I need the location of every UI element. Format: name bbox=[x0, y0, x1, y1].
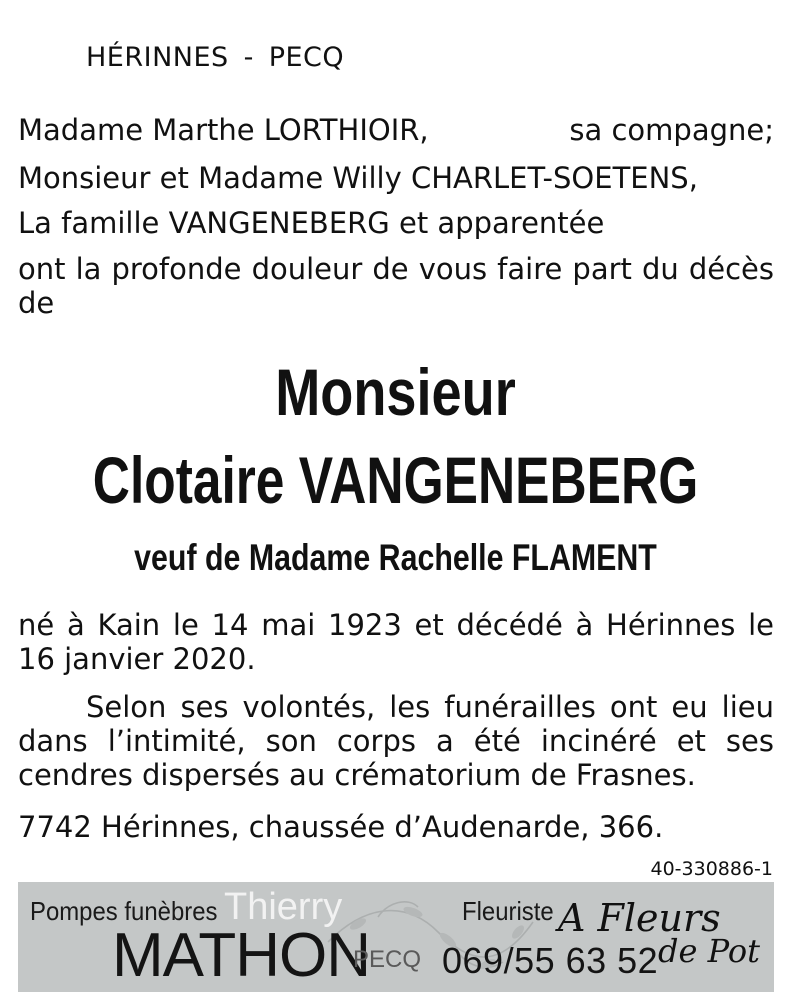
banner-surname: MATHON bbox=[112, 921, 371, 990]
announcement-sentence: ont la profonde douleur de vous faire part du décès de bbox=[18, 252, 774, 320]
location-separator: - bbox=[243, 42, 254, 73]
location-header bbox=[86, 42, 344, 73]
banner-pompes-funebres: Pompes funèbres bbox=[30, 896, 218, 926]
funeral-home-banner bbox=[18, 882, 774, 992]
banner-town: PECQ bbox=[353, 946, 422, 973]
banner-first-name: Thierry bbox=[224, 886, 343, 928]
family-line-charlet: Monsieur et Madame Willy CHARLET-SOETENS, bbox=[18, 161, 698, 195]
location-town-pecq: PECQ bbox=[268, 42, 345, 73]
companion-relation: sa compagne; bbox=[569, 113, 774, 147]
florist-logo-line-2: de Pot bbox=[658, 932, 760, 970]
banner-fleuriste: Fleuriste bbox=[462, 896, 554, 926]
banner-phone: 069/55 63 52 bbox=[442, 940, 659, 981]
deceased-widow-of: veuf de Madame Rachelle FLAMENT bbox=[134, 537, 657, 578]
florist-logo-line-1: A Fleurs bbox=[558, 896, 721, 940]
family-line-vangeneberg: La famille VANGENEBERG et apparentée bbox=[18, 206, 605, 240]
family-line-companion bbox=[18, 112, 774, 148]
birth-death-dates: né à Kain le 14 mai 1923 et décédé à Hérinnes le 16 janvier 2020. bbox=[18, 608, 774, 676]
deceased-title: Monsieur bbox=[275, 355, 516, 429]
location-town-herinnes: HÉRINNES bbox=[86, 42, 229, 73]
florist-logo bbox=[554, 884, 774, 984]
funeral-paragraph: Selon ses volontés, les funérailles ont eu lieu dans l’intimité, son corps a été incinéré et ses cendres dispersés au crématorium de Frasnes. bbox=[18, 690, 774, 792]
deceased-name: Clotaire VANGENEBERG bbox=[92, 443, 699, 517]
address-line: 7742 Hérinnes, chaussée d’Audenarde, 366. bbox=[18, 810, 664, 844]
companion-name: Madame Marthe LORTHIOIR, bbox=[18, 113, 429, 147]
reference-number: 40-330886-1 bbox=[650, 858, 773, 880]
